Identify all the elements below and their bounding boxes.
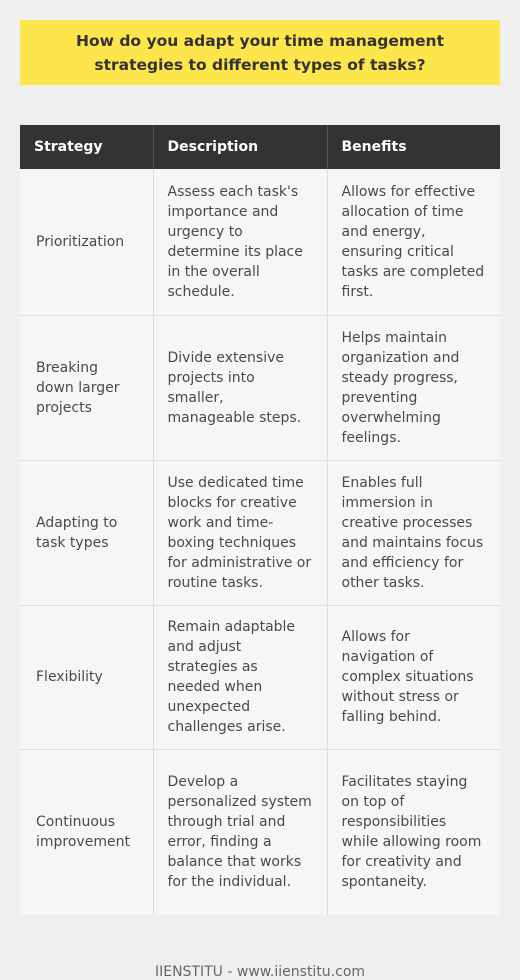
- cell-description: Develop a personalized system through trial and error, finding a balance that works for the individual.: [153, 749, 327, 915]
- table-row: [20, 605, 500, 749]
- cell-strategy: Continuous improvement: [20, 749, 153, 915]
- page-title: How do you adapt your time management strategies to different types of tasks?: [75, 31, 444, 74]
- table-row: [20, 460, 500, 605]
- header-description: Description: [153, 125, 327, 169]
- cell-description: Assess each task's importance and urgency to determine its place in the overall schedule.: [153, 169, 327, 315]
- cell-strategy: Adapting to task types: [20, 460, 153, 605]
- cell-description: Remain adaptable and adjust strategies as needed when unexpected challenges arise.: [153, 605, 327, 749]
- footer-credit: IIENSTITU - www.iienstitu.com: [154, 964, 366, 980]
- cell-description: Divide extensive projects into smaller, manageable steps.: [153, 315, 327, 460]
- cell-strategy: Breaking down larger projects: [20, 315, 153, 460]
- cell-strategy: Flexibility: [20, 605, 153, 749]
- cell-benefits: Allows for navigation of complex situations without stress or falling behind.: [327, 605, 500, 749]
- strategy-table: [20, 125, 500, 915]
- table-header-row: [20, 125, 500, 169]
- header-strategy: Strategy: [20, 125, 153, 169]
- cell-benefits: Helps maintain organization and steady progress, preventing overwhelming feelings.: [327, 315, 500, 460]
- table-row: [20, 315, 500, 460]
- cell-strategy: Prioritization: [20, 169, 153, 315]
- cell-description: Use dedicated time blocks for creative work and time-boxing techniques for administrative or routine tasks.: [153, 460, 327, 605]
- table-row: [20, 749, 500, 915]
- header-benefits: Benefits: [327, 125, 500, 169]
- title-banner: [20, 20, 500, 85]
- cell-benefits: Facilitates staying on top of responsibilities while allowing room for creativity and spontaneity.: [327, 749, 500, 915]
- cell-benefits: Allows for effective allocation of time and energy, ensuring critical tasks are completed first.: [327, 169, 500, 315]
- table-row: [20, 169, 500, 315]
- cell-benefits: Enables full immersion in creative processes and maintains focus and efficiency for other tasks.: [327, 460, 500, 605]
